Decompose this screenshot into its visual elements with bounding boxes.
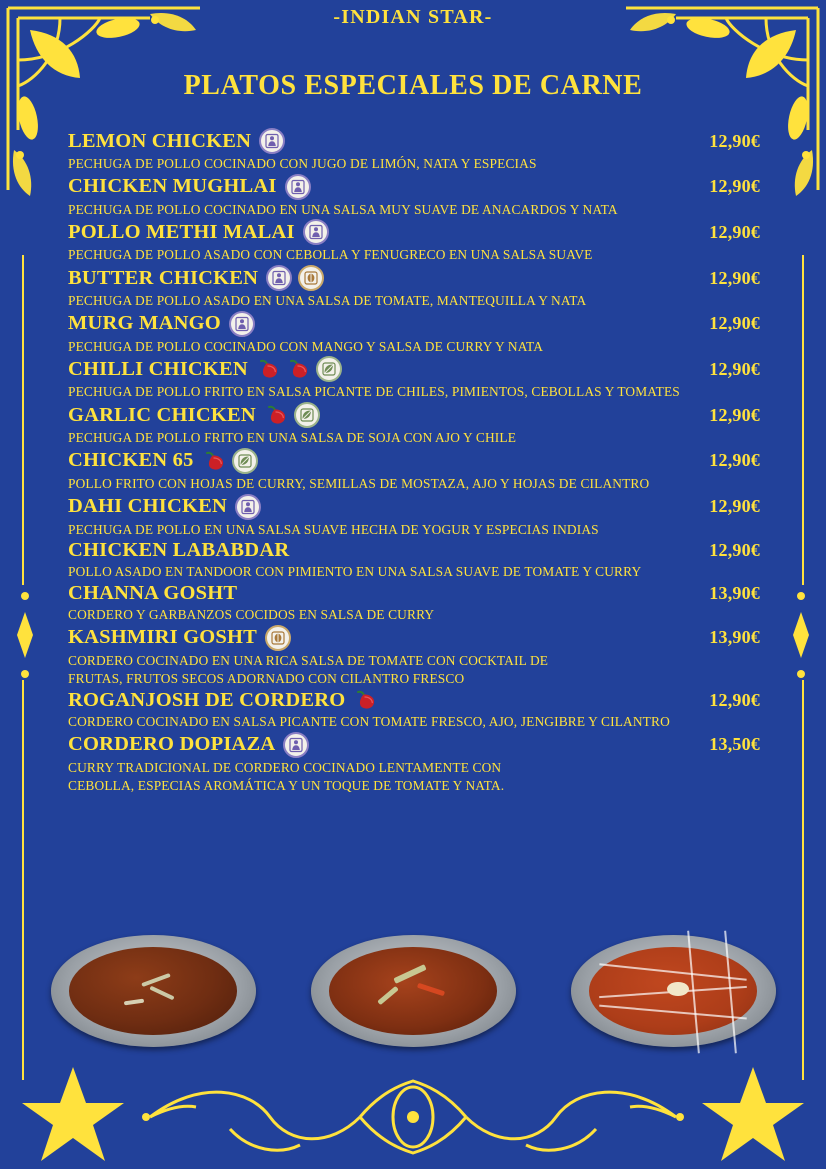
- menu-item-header: [68, 265, 760, 291]
- menu-item-price: 12,90€: [709, 130, 760, 151]
- menu-item-name: CHANNA GOSHT: [68, 581, 238, 604]
- menu-item-name: GARLIC CHICKEN: [68, 403, 256, 426]
- menu-item-badges: [266, 265, 324, 291]
- menu-item-description: CURRY TRADICIONAL DE CORDERO COCINADO LENTAMENTE CON: [68, 759, 502, 775]
- menu-item-badges: [202, 448, 258, 474]
- leaf-badge-icon: [294, 402, 320, 428]
- veg-badge-icon: [303, 219, 329, 245]
- menu-item-header: [68, 582, 760, 605]
- veg-badge-icon: [285, 174, 311, 200]
- menu-item: [68, 494, 760, 539]
- menu-item: [68, 539, 760, 581]
- menu-item-name: MURG MANGO: [68, 312, 221, 335]
- menu-item-header: [68, 402, 760, 428]
- menu-item: [68, 311, 760, 356]
- menu-item-header: [68, 174, 760, 200]
- menu-item-description: PECHUGA DE POLLO COCINADO CON MANGO Y SALSA DE CURRY Y NATA: [68, 338, 544, 354]
- menu-item: [68, 732, 760, 795]
- menu-item-price: 13,50€: [709, 734, 760, 755]
- menu-item-description: PECHUGA DE POLLO FRITO EN UNA SALSA DE SOJA CON AJO Y CHILE: [68, 430, 517, 446]
- veg-badge-icon: [259, 128, 285, 154]
- menu-item: [68, 128, 760, 173]
- menu-item-badges: [259, 128, 285, 154]
- chili-pepper-icon: [264, 404, 288, 426]
- menu-item-description: CORDERO COCINADO EN UNA RICA SALSA DE TOMATE CON COCKTAIL DE: [68, 652, 549, 668]
- menu-item-price: 12,90€: [709, 267, 760, 288]
- menu-item-header: [68, 356, 760, 382]
- menu-item-price: 12,90€: [709, 450, 760, 471]
- menu-item-badges: [256, 356, 342, 382]
- menu-item-description: PECHUGA DE POLLO ASADO CON CEBOLLA Y FENUGRECO EN UNA SALSA SUAVE: [68, 247, 593, 263]
- menu-item-header: [68, 494, 760, 520]
- restaurant-brand-title: -INDIAN STAR-: [333, 6, 493, 28]
- bottom-ornament-icon: [0, 1059, 826, 1169]
- menu-item-description: POLLO ASADO EN TANDOOR CON PIMIENTO EN UNA SALSA SUAVE DE TOMATE Y CURRY: [68, 564, 642, 580]
- leaf-badge-icon: [316, 356, 342, 382]
- menu-item: [68, 689, 760, 731]
- veg-badge-icon: [235, 494, 261, 520]
- menu-item: [68, 582, 760, 624]
- menu-item: [68, 174, 760, 219]
- menu-item-description: PECHUGA DE POLLO COCINADO EN UNA SALSA MUY SUAVE DE ANACARDOS Y NATA: [68, 201, 618, 217]
- menu-item-header: [68, 625, 760, 651]
- menu-item-price: 13,90€: [709, 582, 760, 603]
- menu-item-name: POLLO METHI MALAI: [68, 220, 295, 243]
- menu-item-header: [68, 732, 760, 758]
- chili-pepper-icon: [286, 358, 310, 380]
- menu-item-price: 12,90€: [709, 540, 760, 561]
- menu-item-price: 12,90€: [709, 221, 760, 242]
- menu-item-name: CHICKEN LABABDAR: [68, 539, 290, 562]
- nut-badge-icon: [265, 625, 291, 651]
- menu-item: [68, 265, 760, 310]
- menu-item-badges: [353, 689, 377, 711]
- menu-item-name: CHICKEN MUGHLAI: [68, 175, 277, 198]
- menu-item-description: PECHUGA DE POLLO FRITO EN SALSA PICANTE DE CHILES, PIMIENTOS, CEBOLLAS Y TOMATES: [68, 384, 680, 400]
- menu-item-header: [68, 311, 760, 337]
- menu-item-badges: [285, 174, 311, 200]
- menu-item-badges: [283, 732, 309, 758]
- curry-dish-photo-1: [51, 935, 256, 1047]
- chili-pepper-icon: [353, 689, 377, 711]
- chili-pepper-icon: [202, 450, 226, 472]
- leaf-badge-icon: [232, 448, 258, 474]
- menu-item-description: PECHUGA DE POLLO EN UNA SALSA SUAVE HECHA DE YOGUR Y ESPECIAS INDIAS: [68, 521, 599, 537]
- menu-item-badges: [265, 625, 291, 651]
- frame-line-right-upper: [802, 255, 804, 585]
- menu-item-name: DAHI CHICKEN: [68, 495, 228, 517]
- menu-item-description: CEBOLLA, ESPECIAS AROMÁTICA Y UN TOQUE DE TOMATE Y NATA.: [68, 778, 505, 794]
- butter-chicken-dish-photo-3: [571, 935, 776, 1047]
- menu-item-badges: [229, 311, 255, 337]
- menu-item-name: BUTTER CHICKEN: [68, 266, 259, 289]
- frame-line-left-upper: [22, 255, 24, 585]
- menu-item: [68, 219, 760, 264]
- menu-item-header: [68, 448, 760, 474]
- menu-item-name: CORDERO DOPIAZA: [68, 733, 276, 756]
- menu-item-badges: [303, 219, 329, 245]
- menu-item-name: ROGANJOSH DE CORDERO: [68, 688, 346, 711]
- diamond-ornament-left-icon: [14, 590, 36, 680]
- menu-item-name: CHICKEN 65: [68, 449, 194, 472]
- menu-item-header: [68, 539, 760, 562]
- menu-item-price: 12,90€: [709, 496, 760, 516]
- menu-item-price: 12,90€: [709, 404, 760, 425]
- veg-badge-icon: [229, 311, 255, 337]
- menu-item-name: LEMON CHICKEN: [68, 129, 252, 152]
- menu-item: [68, 625, 760, 688]
- menu-item-header: [68, 219, 760, 245]
- menu-item-description: PECHUGA DE POLLO COCINADO CON JUGO DE LIMÓN, NATA Y ESPECIAS: [68, 156, 537, 171]
- menu-item-description: POLLO FRITO CON HOJAS DE CURRY, SEMILLAS DE MOSTAZA, AJO Y HOJAS DE CILANTRO: [68, 475, 650, 491]
- menu-item-price: 12,90€: [709, 689, 760, 710]
- menu-item-description: PECHUGA DE POLLO ASADO EN UNA SALSA DE TOMATE, MANTEQUILLA Y NATA: [68, 293, 587, 309]
- veg-badge-icon: [266, 265, 292, 291]
- menu-item-price: 13,90€: [709, 627, 760, 648]
- curry-dish-photo-2: [311, 935, 516, 1047]
- page-title: PLATOS ESPECIALES DE CARNE: [183, 70, 643, 101]
- menu-item-description: CORDERO COCINADO EN SALSA PICANTE CON TOMATE FRESCO, AJO, JENGIBRE Y CILANTRO: [68, 713, 670, 729]
- menu-item-name: CHILLI CHICKEN: [68, 357, 248, 380]
- menu-item-price: 12,90€: [709, 313, 760, 334]
- menu-item-description: CORDERO Y GARBANZOS COCIDOS EN SALSA DE CURRY: [68, 606, 435, 622]
- menu-item: [68, 402, 760, 447]
- nut-badge-icon: [298, 265, 324, 291]
- menu-item: [68, 356, 760, 401]
- veg-badge-icon: [283, 732, 309, 758]
- menu-item-list: [68, 128, 760, 796]
- menu-item-price: 12,90€: [709, 176, 760, 197]
- menu-item-badges: [264, 402, 320, 428]
- menu-item-price: 12,90€: [709, 358, 760, 379]
- menu-item-description: FRUTAS, FRUTOS SECOS ADORNADO CON CILANTRO FRESCO: [68, 671, 465, 687]
- food-2: [329, 947, 497, 1034]
- dish-photo-row: [0, 935, 826, 1065]
- menu-item-badges: [235, 494, 261, 520]
- menu-item-header: [68, 128, 760, 154]
- menu-item: [68, 448, 760, 493]
- menu-item-name: KASHMIRI GOSHT: [68, 626, 258, 649]
- diamond-ornament-right-icon: [790, 590, 812, 680]
- chili-pepper-icon: [256, 358, 280, 380]
- cream-center-dot: [667, 982, 689, 996]
- menu-item-header: [68, 689, 760, 712]
